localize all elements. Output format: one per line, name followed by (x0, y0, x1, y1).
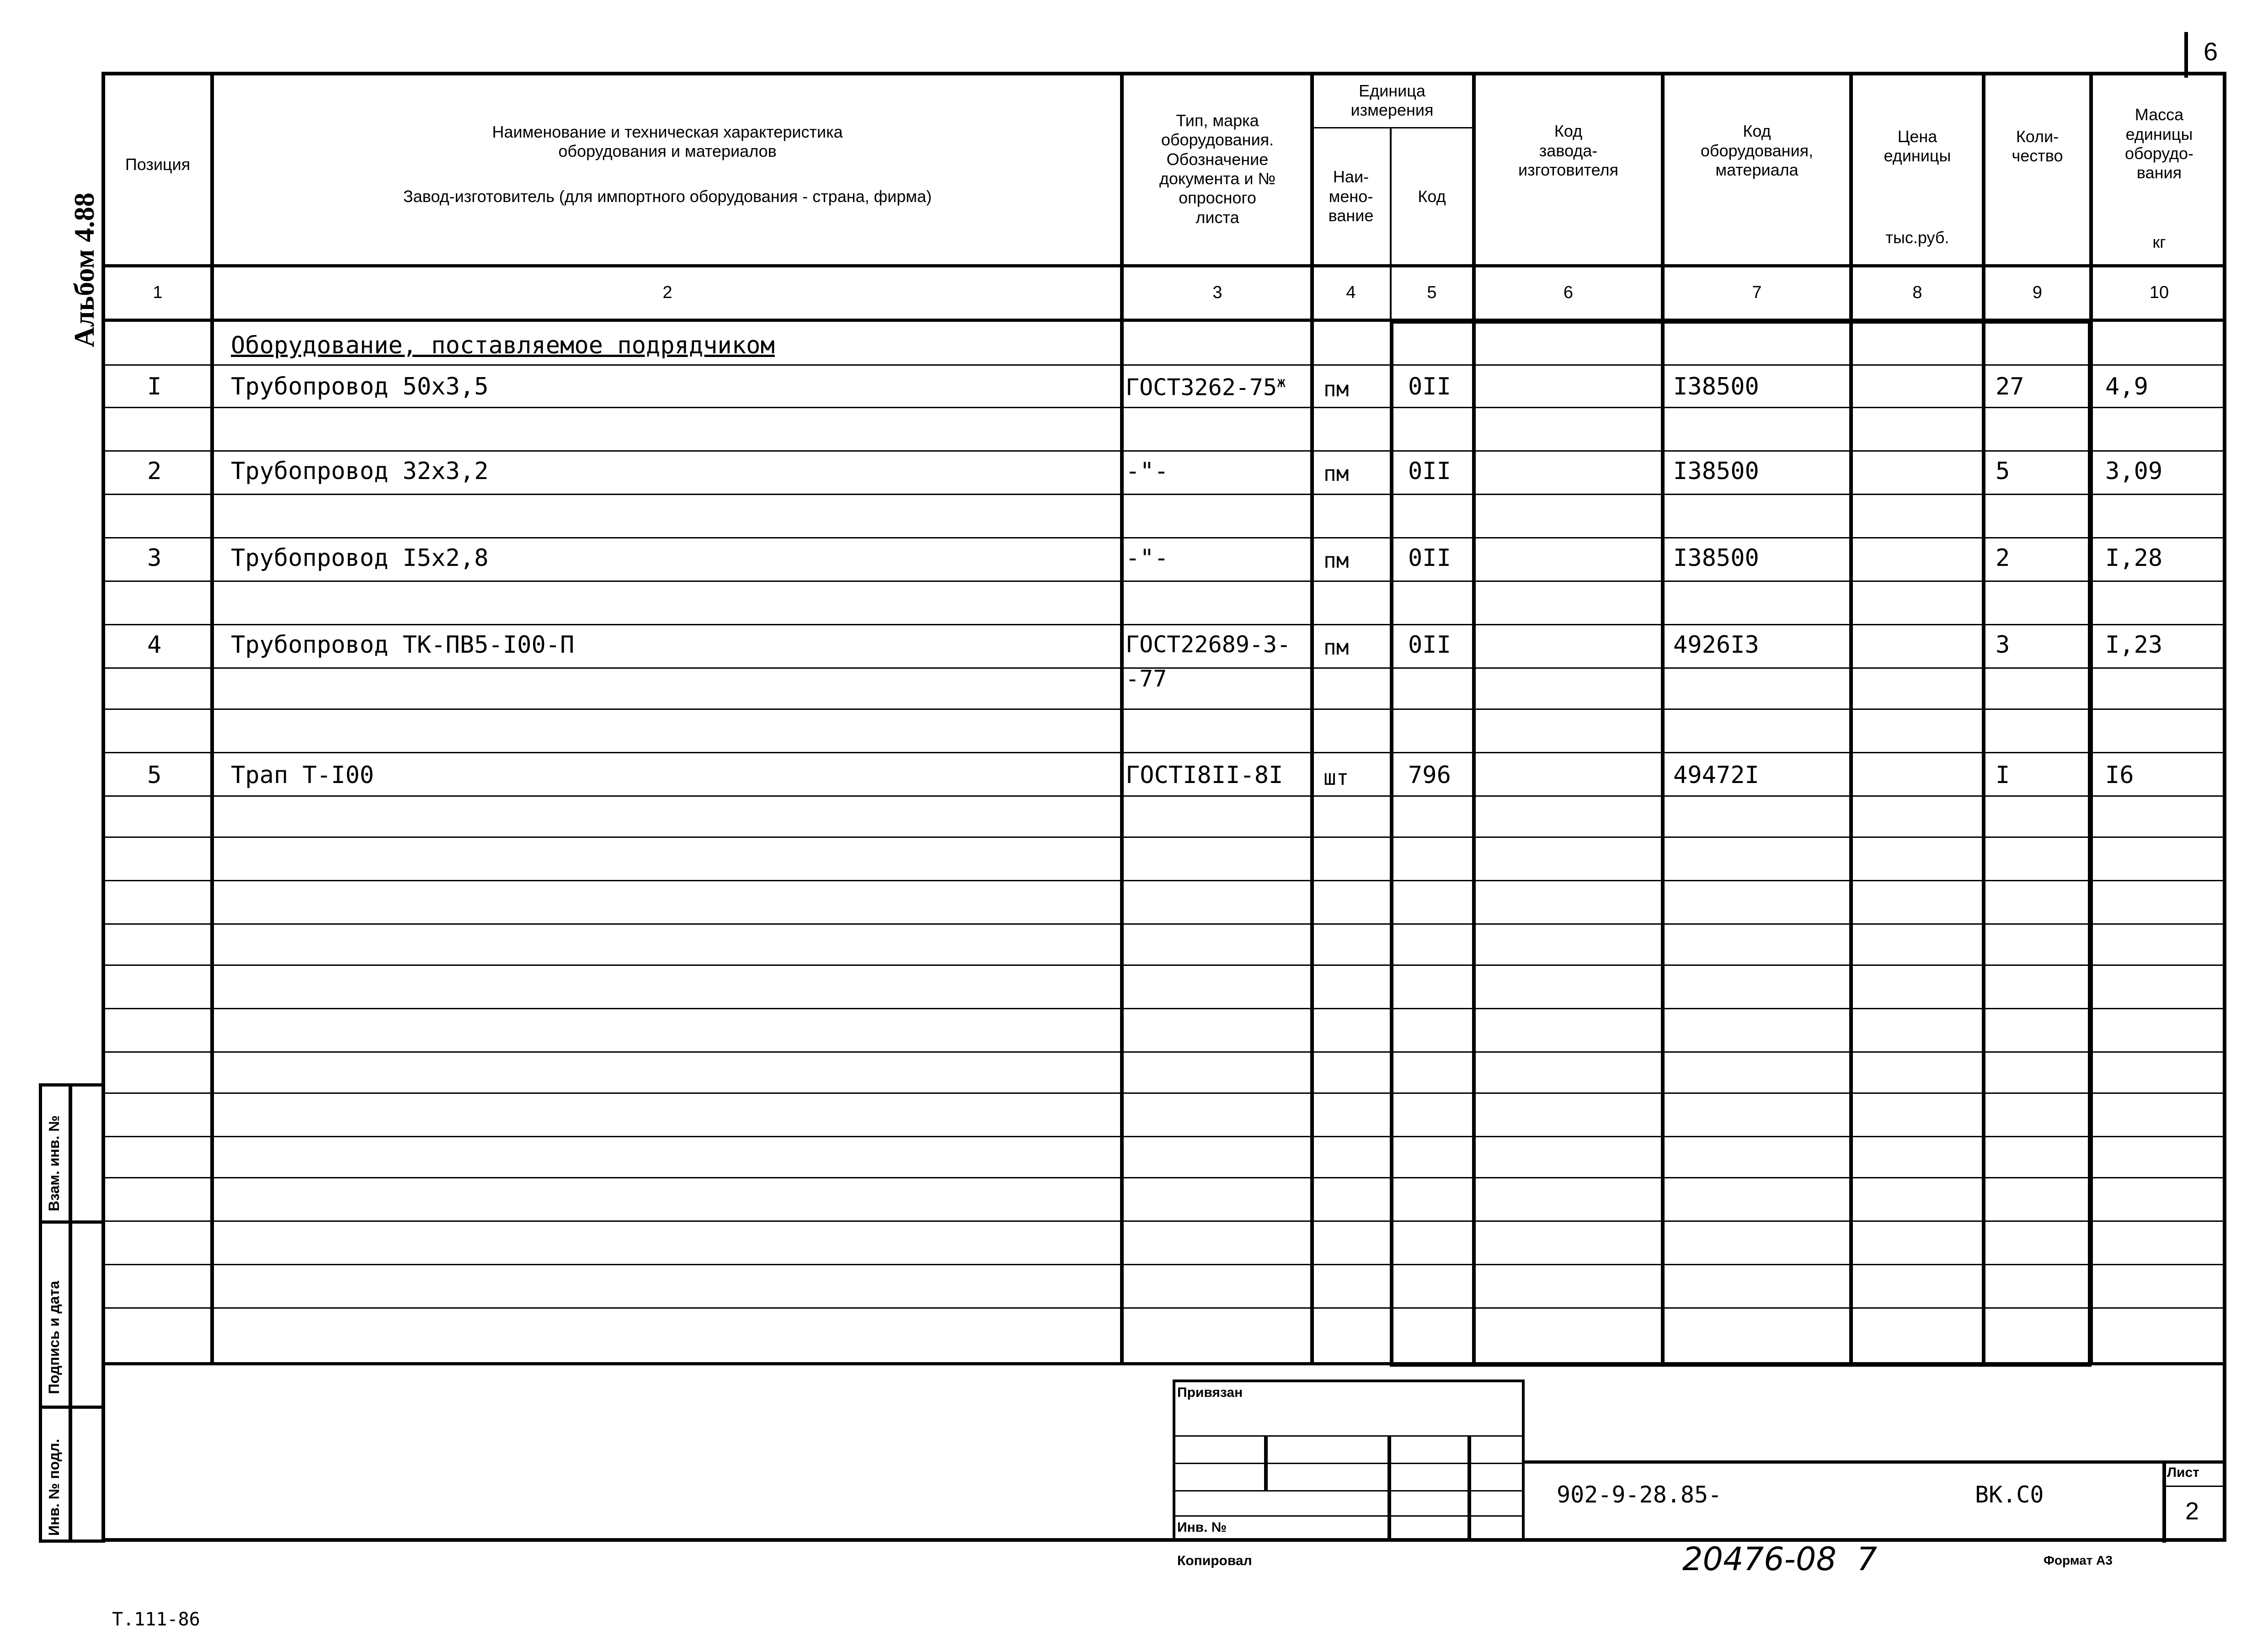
privyazan-v-3 (1468, 1435, 1471, 1542)
row1-quantity: 27 (1996, 373, 2024, 400)
docnum-top-line (1525, 1460, 2226, 1464)
row-line-23 (105, 1307, 2223, 1309)
row-line-16 (105, 1008, 2223, 1009)
row-line-12 (105, 836, 2223, 838)
row2-position: 2 (147, 458, 162, 485)
row4-quantity: 3 (1996, 631, 2010, 659)
row2-unit-code: 0II (1408, 458, 1451, 485)
row5-doc: ГОСТI8II-8I (1126, 762, 1283, 789)
row1-name: Трубопровод 50х3,5 (231, 373, 489, 400)
row2-mass: 3,09 (2105, 458, 2163, 485)
header-mass-unit: кг (2152, 232, 2166, 251)
row-line-5 (105, 537, 2223, 538)
row-line-4 (105, 494, 2223, 495)
row4-doc: ГОСТ22689-3- (1126, 631, 1291, 658)
row1-doc-sup: ж (1277, 373, 1286, 391)
row-line-1 (105, 364, 2223, 366)
colnum-2: 2 (662, 282, 672, 302)
body-bottom-line (101, 1362, 2226, 1365)
row4-material-code: 4926I3 (1673, 631, 1759, 659)
section-title: Оборудование, поставляемое подрядчиком (231, 332, 775, 359)
handwritten-number: 20476-08 7 (1682, 1540, 1878, 1578)
row1-doc (1126, 375, 1286, 399)
colnum-4: 4 (1346, 282, 1356, 302)
colnum-9: 9 (2032, 282, 2043, 302)
header-unit-code: Код (1418, 186, 1446, 206)
format-label: Формат А3 (2044, 1553, 2113, 1567)
colnum-bottom-line (101, 319, 2226, 322)
footer-code: Т.111-86 (112, 1609, 200, 1630)
row5-material-code: 49472I (1673, 762, 1759, 789)
row5-position: 5 (147, 762, 162, 789)
row1-unit: пм (1323, 377, 1349, 401)
sheet-number: 2 (2185, 1497, 2199, 1525)
row1-mass: 4,9 (2105, 373, 2148, 400)
row3-mass: I,28 (2105, 544, 2163, 572)
sheet-label-line (2162, 1486, 2226, 1487)
privyazan-line-1 (1173, 1435, 1525, 1437)
doc-mark: ВК.С0 (1975, 1481, 2044, 1508)
album-label: Альбом 4.88 (69, 192, 100, 347)
privyazan-block (1173, 1380, 1525, 1542)
row-line-22 (105, 1264, 2223, 1265)
row2-unit: пм (1323, 461, 1349, 486)
row1-material-code: I38500 (1673, 373, 1759, 400)
header-position: Позиция (125, 154, 191, 174)
privyazan-line-4 (1173, 1515, 1525, 1517)
side-podpis-data: Подпись и дата (46, 1281, 62, 1394)
header-material-code: Код оборудования, материала (1700, 122, 1814, 180)
side-vzam-inv: Взам. инв. № (46, 1115, 62, 1211)
row-line-13 (105, 880, 2223, 881)
row1-position: I (147, 373, 162, 400)
row2-quantity: 5 (1996, 458, 2010, 485)
row-line-20 (105, 1177, 2223, 1178)
colnum-8: 8 (1912, 282, 1922, 302)
header-quantity: Коли- чество (2012, 127, 2063, 165)
colnum-6: 6 (1563, 282, 1574, 302)
row3-unit: пм (1323, 548, 1349, 573)
row5-unit: шт (1323, 765, 1349, 790)
row-line-15 (105, 964, 2223, 966)
row2-material-code: I38500 (1673, 458, 1759, 485)
row3-material-code: I38500 (1673, 544, 1759, 572)
row3-unit-code: 0II (1408, 544, 1451, 572)
row4-position: 4 (147, 631, 162, 659)
row-line-21 (105, 1220, 2223, 1222)
row-line-2 (105, 407, 2223, 408)
colnum-1: 1 (153, 282, 163, 302)
row-line-19 (105, 1136, 2223, 1137)
row-line-14 (105, 923, 2223, 925)
header-price: Цена единицы (1884, 127, 1951, 165)
page-number-divider (2184, 32, 2188, 78)
row3-quantity: 2 (1996, 544, 2010, 572)
row-line-6 (105, 581, 2223, 582)
sheet-label: Лист (2167, 1465, 2199, 1480)
side-inv-podl: Инв. № подл. (46, 1438, 62, 1536)
row-line-9 (105, 708, 2223, 710)
row4-unit-code: 0II (1408, 631, 1451, 659)
row5-quantity: I (1996, 762, 2010, 789)
row-line-7 (105, 624, 2223, 625)
privyazan-line-3 (1173, 1490, 1525, 1492)
inv-no-label: Инв. № (1177, 1520, 1227, 1535)
privyazan-v-2 (1387, 1435, 1391, 1542)
kopiroval-label: Копировал (1177, 1553, 1252, 1568)
colnum-5: 5 (1427, 282, 1437, 302)
side-stamp-sep-1 (39, 1220, 105, 1224)
row4-name: Трубопровод ТК-ПВ5-I00-П (231, 631, 575, 659)
side-stamp-divider (69, 1083, 72, 1543)
row3-doc: -"- (1126, 544, 1169, 572)
row5-unit-code: 796 (1408, 762, 1451, 789)
row-line-11 (105, 795, 2223, 797)
header-mass: Масса единицы оборудо- вания (2124, 105, 2194, 182)
colnum-7: 7 (1752, 282, 1762, 302)
row-line-17 (105, 1051, 2223, 1053)
row-line-3 (105, 450, 2223, 452)
header-price-unit: тыс.руб. (1885, 228, 1949, 247)
header-bottom-line (101, 264, 2226, 267)
privyazan-v-1 (1264, 1435, 1268, 1490)
header-name: Наименование и техническая характеристика оборудования и материалов (492, 122, 843, 160)
row4-doc-cont: -77 (1126, 666, 1167, 692)
header-type-doc: Тип, марка оборудования. Обозначение документа и № опросного листа (1159, 111, 1276, 227)
row5-name: Трап Т-I00 (231, 762, 374, 789)
doc-code: 902-9-28.85- (1557, 1481, 1722, 1508)
sheet-box-divider (2162, 1460, 2166, 1543)
header-factory-code: Код завода- изготовителя (1518, 122, 1618, 180)
side-stamp-sep-2 (39, 1406, 105, 1409)
header-manufacturer: Завод-изготовитель (для импортного оборудования - страна, фирма) (403, 186, 932, 206)
header-unit-name: Наи- мено- вание (1328, 167, 1374, 225)
row2-name: Трубопровод 32х3,2 (231, 458, 489, 485)
row2-doc: -"- (1126, 458, 1169, 485)
privyazan-line-2 (1173, 1463, 1525, 1464)
row-line-18 (105, 1092, 2223, 1094)
unit-group-line (1310, 127, 1472, 128)
colnum-10: 10 (2149, 282, 2169, 302)
privyazan-label: Привязан (1177, 1385, 1243, 1400)
row5-mass: I6 (2105, 762, 2134, 789)
colnum-3: 3 (1212, 282, 1222, 302)
page-number: 6 (2204, 37, 2218, 66)
row4-mass: I,23 (2105, 631, 2163, 659)
row3-name: Трубопровод I5х2,8 (231, 544, 489, 572)
row1-unit-code: 0II (1408, 373, 1451, 400)
row-line-10 (105, 752, 2223, 753)
row4-unit: пм (1323, 635, 1349, 660)
header-unit-group: Единица измерения (1350, 81, 1434, 119)
row1-doc-text: ГОСТ3262-75 (1126, 374, 1277, 401)
row3-position: 3 (147, 544, 162, 572)
